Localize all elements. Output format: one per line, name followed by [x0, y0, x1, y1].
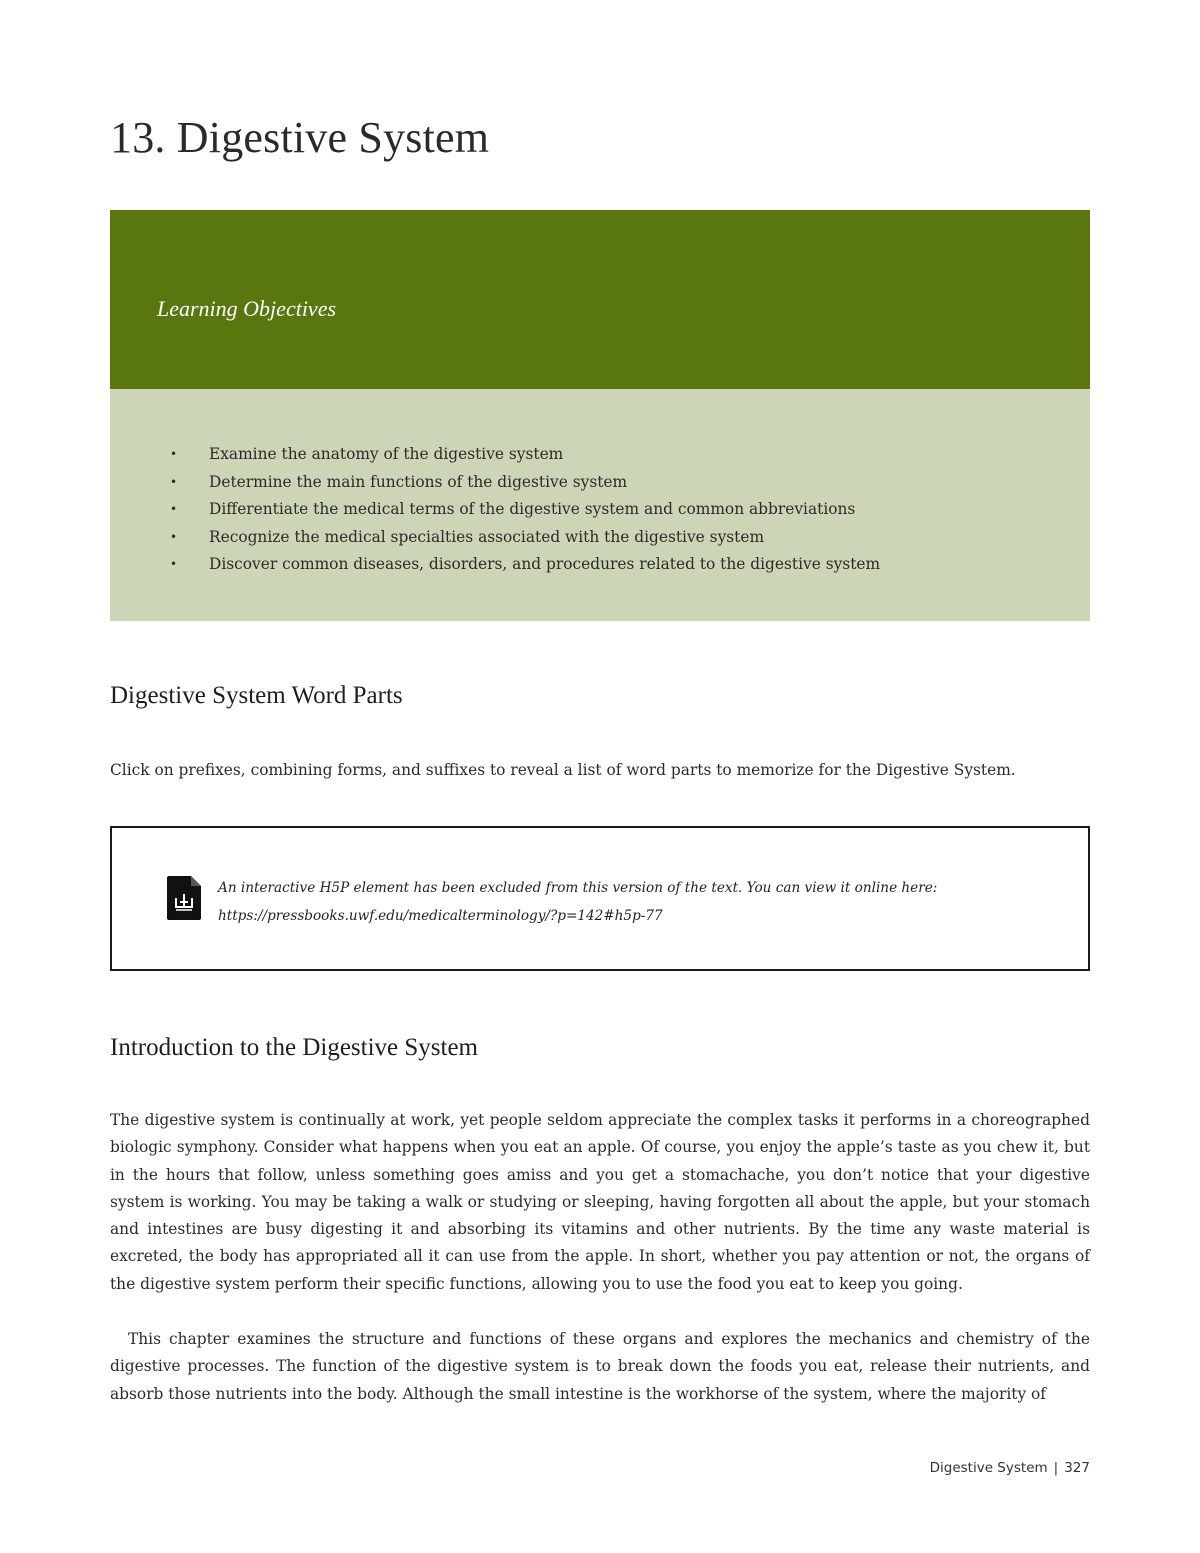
h5p-link[interactable]: https://pressbooks.uwf.edu/medicalterminology/?p=142#h5p-77 — [218, 908, 663, 924]
h5p-notice-text: An interactive H5P element has been excluded from this version of the text. You can view it online here: https://pressbooks.uwf.edu/medicalterminology/?p=142#h5p-77 — [218, 880, 938, 924]
bullet-icon: • — [170, 502, 178, 517]
objective-item: • Differentiate the medical terms of the digestive system and common abbreviations — [170, 496, 880, 524]
introduction-paragraph-1: The digestive system is continually at work, yet people seldom appreciate the complex tasks it performs in a choreographed biologic symphony. Consider what happens when you eat an apple. Of course, you enjoy the apple’s taste as you chew it, but in the hours that follow, unless something goes amiss and you get a stomachache, you don’t notice that your digestive system is working. You may be taking a walk or studying or sleeping, having forgotten all about the apple, but your stomach and intestines are busy digesting it and absorbing its vitamins and other nutrients. By the time any waste material is excreted, the body has appropriated all it can use from the apple. In short, whether you pay attention or not, the organs of the digestive system perform their specific functions, allowing you to use the food you eat to keep you going. — [110, 1111, 1090, 1293]
objective-item: • Examine the anatomy of the digestive system — [170, 441, 880, 469]
bullet-icon: • — [170, 474, 178, 489]
learning-objectives-list — [170, 441, 880, 579]
page-number: 327 — [1064, 1460, 1090, 1476]
introduction-heading: Introduction to the Digestive System — [110, 1034, 479, 1061]
page-footer — [930, 1460, 1090, 1476]
bullet-icon: • — [170, 529, 178, 544]
bullet-icon: • — [170, 557, 178, 572]
objective-item: • Discover common diseases, disorders, and procedures related to the digestive system — [170, 551, 880, 579]
learning-objectives-header — [110, 210, 1090, 389]
learning-objectives-body — [110, 389, 1090, 621]
h5p-notice-box — [110, 826, 1090, 971]
introduction-paragraph-2: This chapter examines the structure and functions of these organs and explores the mechanics and chemistry of the digestive processes. The function of the digestive system is to break down the foods you eat, release their nutrients, and absorb those nutrients into the body. Although the small intestine is the workhorse of the system, where the majority of — [110, 1330, 1090, 1403]
objective-item: • Recognize the medical specialties associated with the digestive system — [170, 524, 880, 552]
objective-item: • Determine the main functions of the digestive system — [170, 469, 880, 497]
learning-objectives-title: Learning Objectives — [157, 296, 337, 321]
footer-section: Digestive System — [929, 1460, 1048, 1476]
word-parts-instruction: Click on prefixes, combining forms, and suffixes to reveal a list of word parts to memorize for the Digestive System. — [110, 761, 1016, 779]
chapter-title: 13. Digestive System — [110, 113, 490, 162]
word-parts-heading: Digestive System Word Parts — [110, 682, 403, 709]
h5p-document-icon — [167, 876, 201, 920]
footer-separator: | — [1053, 1460, 1059, 1476]
bullet-icon: • — [170, 447, 178, 461]
